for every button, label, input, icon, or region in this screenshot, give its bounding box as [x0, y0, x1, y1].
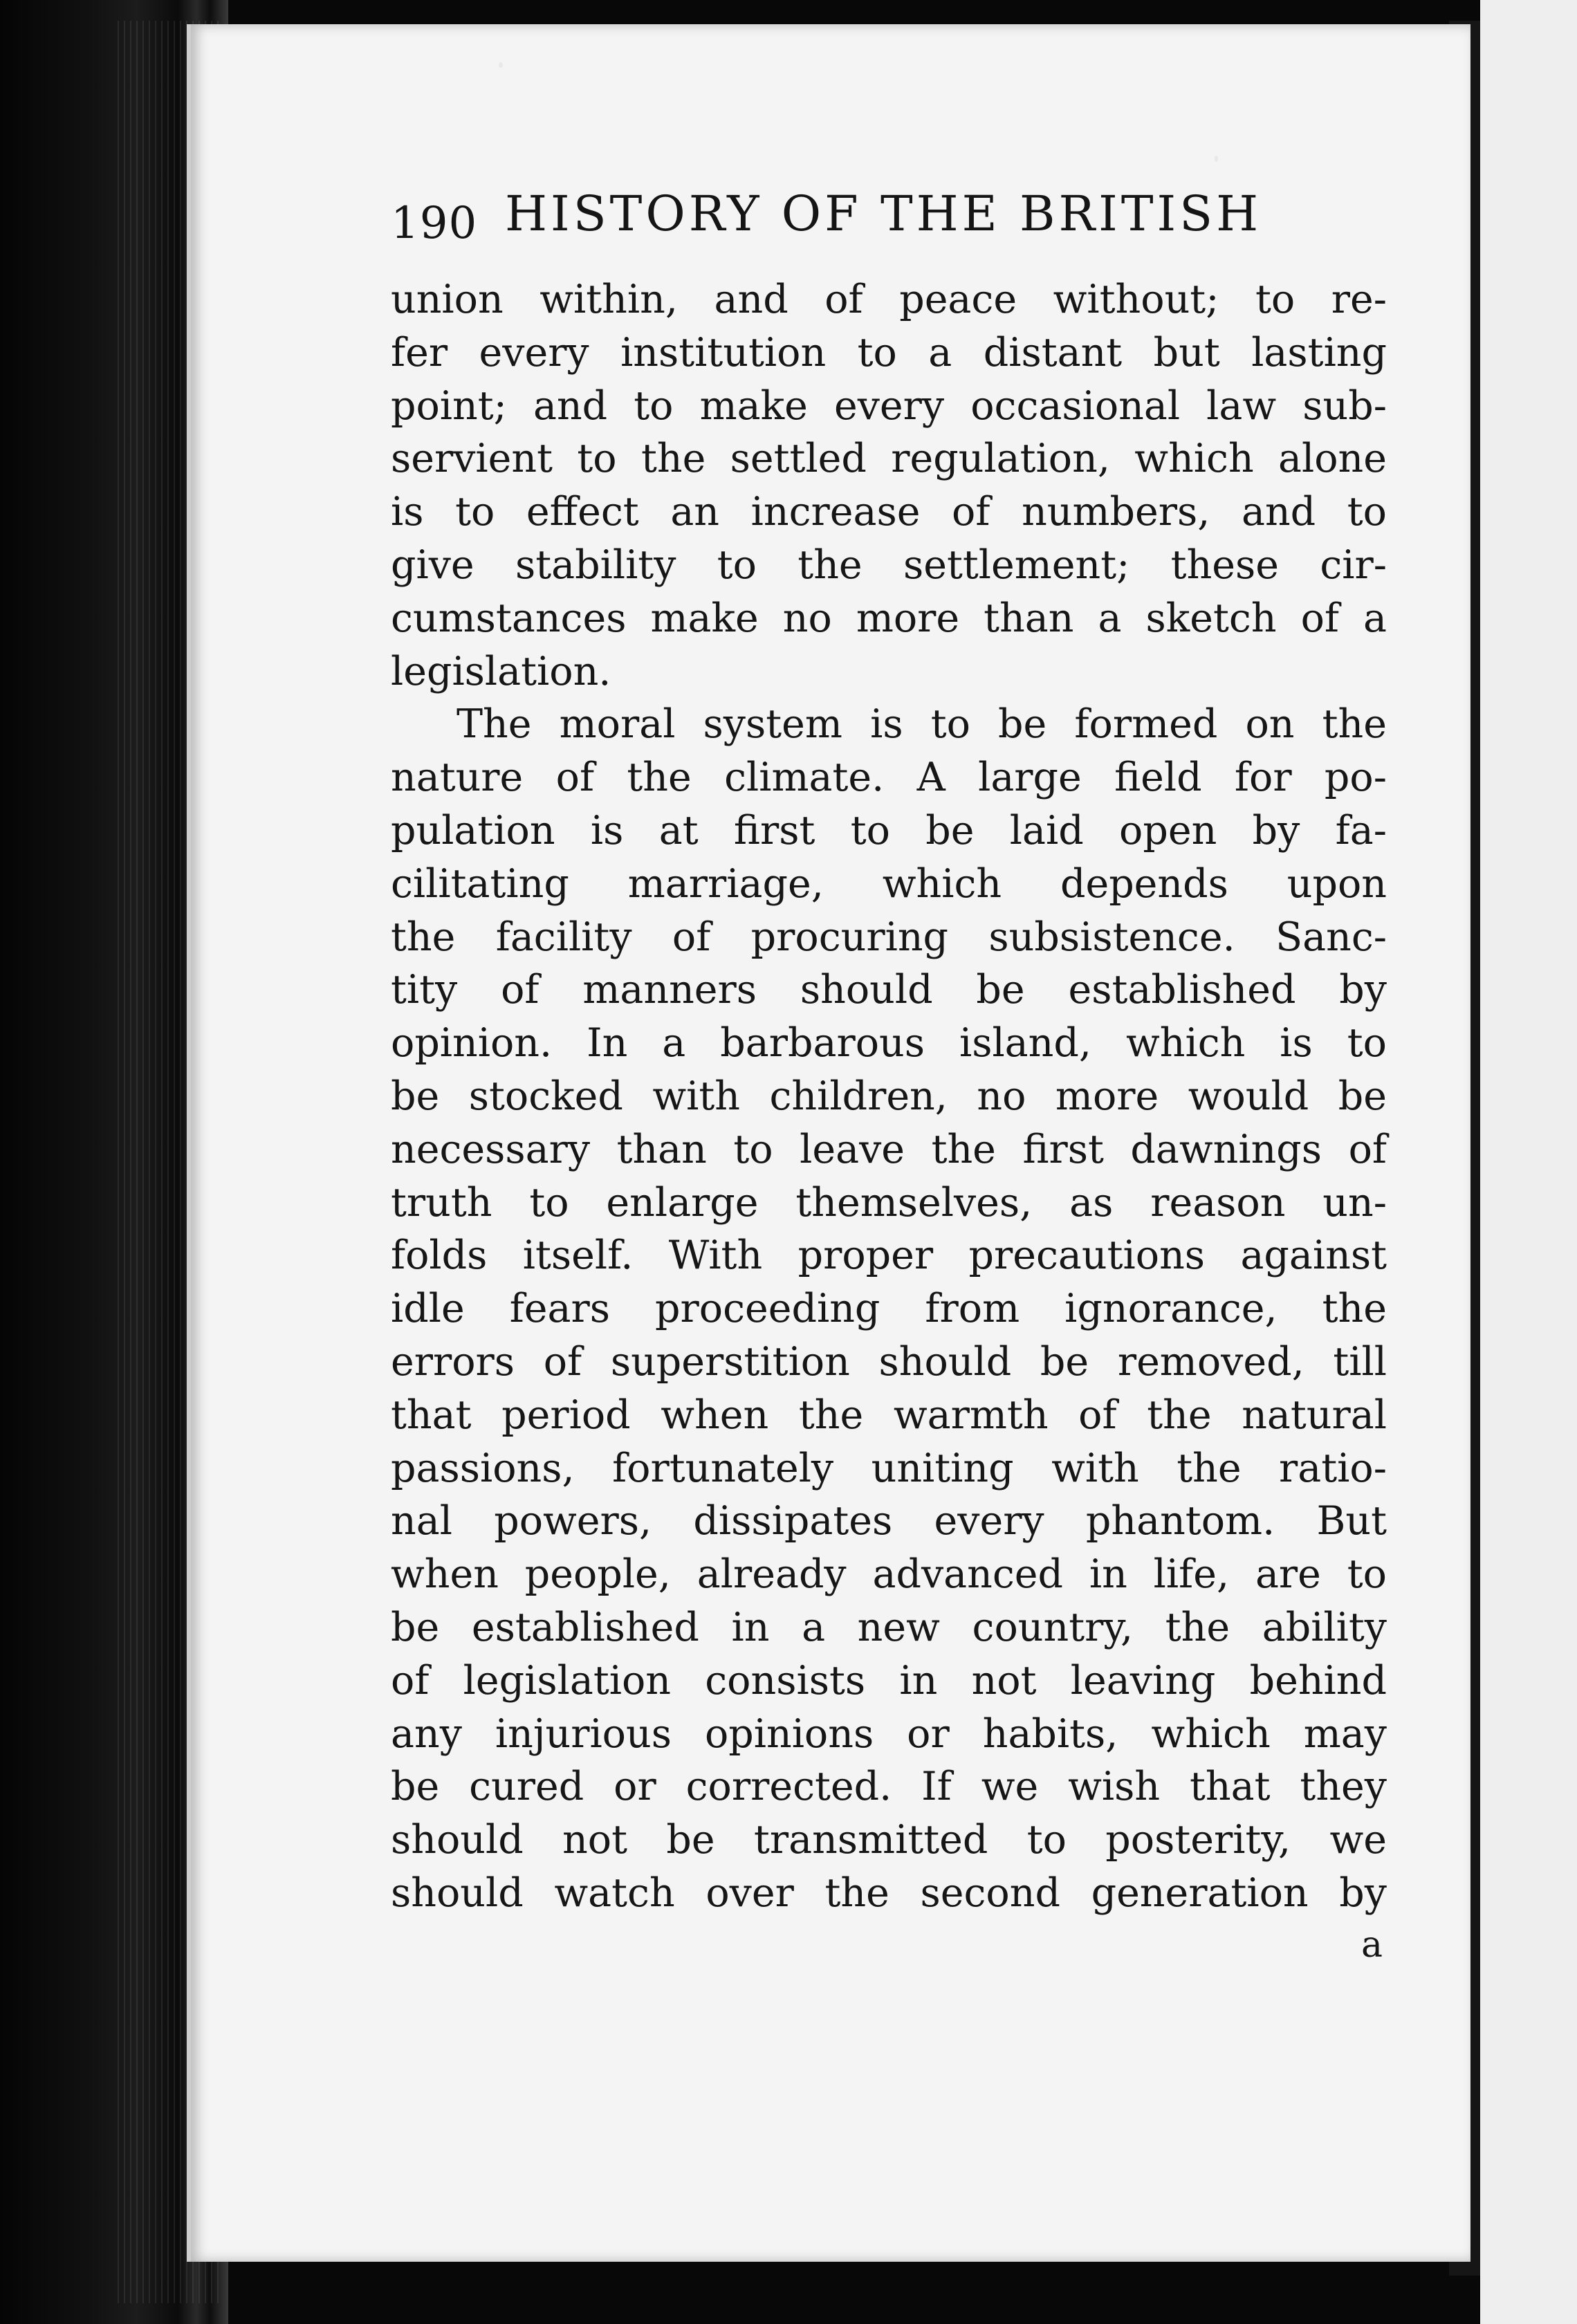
text-line: nal powers, dissipates every phantom. But — [391, 1498, 1387, 1544]
text-line: folds itself. With proper precautions against — [391, 1233, 1387, 1279]
text-line: should watch over the second generation by — [391, 1870, 1387, 1916]
text-line: be stocked with children, no more would be — [391, 1073, 1387, 1119]
text-line: opinion. In a barbarous island, which is to — [391, 1020, 1387, 1067]
text-line: necessary than to leave the first dawnings of — [391, 1126, 1387, 1172]
text-line: legislation. — [391, 648, 611, 694]
text-line: be cured or corrected. If we wish that they — [391, 1764, 1387, 1810]
text-line: union within, and of peace without; to re- — [391, 277, 1387, 322]
catchword: a — [1361, 1924, 1383, 1966]
text-line: errors of superstition should be removed, till — [391, 1338, 1387, 1385]
paper-speck — [499, 62, 503, 68]
page-header — [391, 185, 1262, 261]
page-number: 190 — [391, 198, 478, 249]
text-line: that period when the warmth of the natural — [391, 1392, 1387, 1438]
text-line: any injurious opinions or habits, which may — [391, 1710, 1387, 1757]
paper-speck — [1215, 156, 1218, 162]
text-line: fer every institution to a distant but lasting — [391, 329, 1387, 376]
text-line: pulation is at first to be laid open by fa- — [391, 807, 1387, 854]
facing-page-edge — [1480, 0, 1577, 2324]
text-line: give stability to the settlement; these cir- — [391, 542, 1387, 588]
text-line: the facility of procuring subsistence. Sanc- — [391, 914, 1387, 960]
text-line: is to effect an increase of numbers, and to — [391, 489, 1387, 535]
running-head: HISTORY OF THE BRITISH — [505, 185, 1262, 242]
text-line: truth to enlarge themselves, as reason un- — [391, 1179, 1387, 1226]
text-line: servient to the settled regulation, which alone — [391, 436, 1387, 482]
text-line: be established in a new country, the ability — [391, 1604, 1387, 1650]
text-line: of legislation consists in not leaving behind — [391, 1657, 1387, 1704]
text-line: idle fears proceeding from ignorance, the — [391, 1286, 1387, 1332]
text-line: cilitating marriage, which depends upon — [391, 860, 1387, 907]
text-line: passions, fortunately uniting with the ratio- — [391, 1445, 1387, 1491]
text-line: cumstances make no more than a sketch of a — [391, 595, 1387, 641]
text-line: should not be transmitted to posterity, we — [391, 1817, 1387, 1863]
body-text — [391, 273, 1387, 1920]
text-line: tity of manners should be established by — [391, 967, 1387, 1013]
text-line: The moral system is to be formed on the — [456, 701, 1387, 748]
text-line: nature of the climate. A large field for po- — [391, 755, 1387, 801]
text-line: when people, already advanced in life, are to — [391, 1551, 1387, 1598]
text-line: point; and to make every occasional law sub- — [391, 382, 1387, 429]
